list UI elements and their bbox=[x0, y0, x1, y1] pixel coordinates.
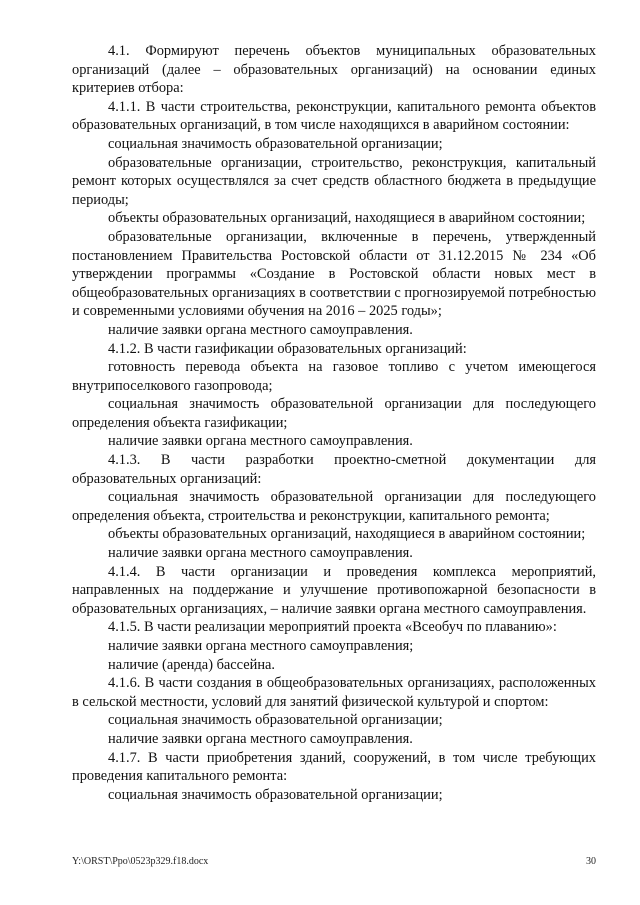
paragraph: наличие (аренда) бассейна. bbox=[108, 656, 276, 673]
paragraph: социальная значимость образовательной организации; bbox=[108, 712, 443, 729]
paragraph: наличие заявки органа местного самоуправления; bbox=[108, 638, 414, 654]
document-body bbox=[72, 42, 596, 804]
paragraph: 4.1.7. В части приобретения зданий, сооружений, в том числе требующих проведения капитального ремонта: bbox=[72, 749, 596, 785]
paragraph: социальная значимость образовательной организации для последующего определения объекта, строительства и реконструкции, капитального ремонта; bbox=[72, 489, 596, 524]
paragraph: 4.1.6. В части создания в общеобразовательных организациях, расположенных в сельской местности, условий для занятий физической культурой и спортом: bbox=[72, 675, 596, 710]
paragraph: социальная значимость образовательной организации; bbox=[108, 135, 443, 152]
paragraph: наличие заявки органа местного самоуправления. bbox=[108, 321, 413, 338]
paragraph: 4.1.5. В части реализации мероприятий проекта «Всеобуч по плаванию»: bbox=[108, 619, 557, 636]
paragraph: 4.1.4. В части организации и проведения комплекса мероприятий, направленных на поддержание и улучшение противопожарной безопасности в образовательных организациях, – наличие заявки органа местного самоуправления. bbox=[72, 563, 596, 617]
file-path: Y:\ORST\Ppo\0523p329.f18.docx bbox=[72, 856, 209, 867]
paragraph: образовательные организации, строительство, реконструкция, капитальный ремонт которых осуществлялся за счет средств областного бюджета в предыдущие периоды; bbox=[72, 154, 596, 208]
paragraph: социальная значимость образовательной организации для последующего определения объекта газификации; bbox=[72, 396, 596, 431]
paragraph: объекты образовательных организаций, находящиеся в аварийном состоянии; bbox=[108, 526, 586, 543]
paragraph: 4.1.3. В части разработки проектно-сметной документации для образовательных организаций: bbox=[72, 452, 596, 487]
paragraph: объекты образовательных организаций, находящиеся в аварийном состоянии; bbox=[108, 210, 586, 227]
paragraph: 4.1.1. В части строительства, реконструкции, капитального ремонта объектов образовательных организаций, в том числе находящихся в аварийном состоянии: bbox=[72, 98, 596, 134]
paragraph: 4.1.2. В части газификации образовательных организаций: bbox=[108, 340, 467, 357]
paragraph: наличие заявки органа местного самоуправления. bbox=[108, 433, 413, 450]
page-footer bbox=[72, 856, 596, 867]
paragraph: социальная значимость образовательной организации; bbox=[108, 786, 443, 803]
paragraph: 4.1. Формируют перечень объектов муниципальных образовательных организаций (далее – образовательных организаций) на основании единых критериев отбора: bbox=[72, 43, 596, 97]
paragraph: наличие заявки органа местного самоуправления. bbox=[108, 545, 413, 562]
paragraph: готовность перевода объекта на газовое топливо с учетом имеющегося внутрипоселкового газопровода; bbox=[72, 359, 596, 394]
page-number: 30 bbox=[586, 856, 596, 867]
paragraph: наличие заявки органа местного самоуправления. bbox=[108, 730, 413, 747]
paragraph: образовательные организации, включенные в перечень, утвержденный постановлением Правительства Ростовской области от 31.12.2015 № 234 «Об утверждении программы «Создание в Ростовской области новых мест в общеобразовательных организациях в соответствии с прогнозируемой потребностью и современными условиями обучения на 2016 – 2025 годы»; bbox=[72, 228, 596, 320]
